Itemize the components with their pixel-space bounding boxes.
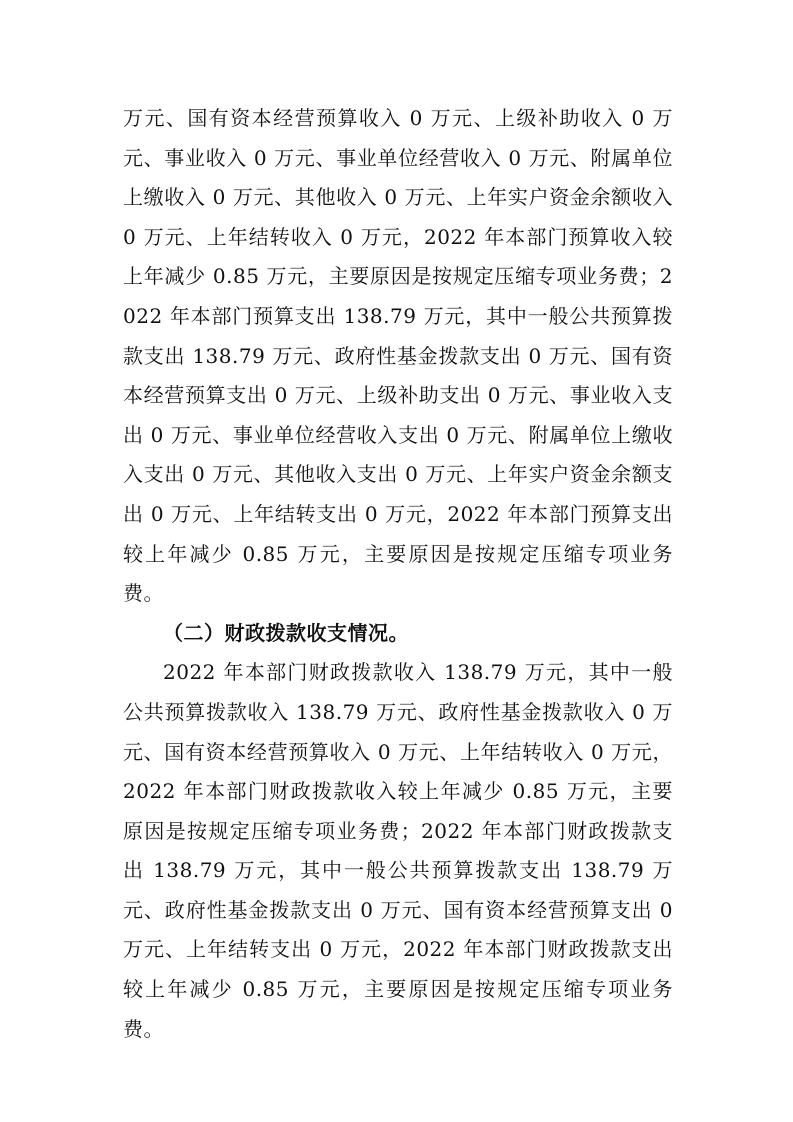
document-page bbox=[123, 99, 673, 1049]
fiscal-appropriation-paragraph: 2022 年本部门财政拨款收入 138.79 万元，其中一般公共预算拨款收入 138.79 万元、政府性基金拨款收入 0 万元、国有资本经营预算收入 0 万元、上年结转收入 0 万元，2022 年本部门财政拨款收入较上年减少 0.85 万元，主要原因是按规定压缩专项业务费；2022 年本部门财政拨款支出 138.79 万元，其中一般公共预算拨款支出 138.79 万元、政府性基金拨款支出 0 万元、国有资本经营预算支出 0 万元、上年结转支出 0 万元，2022 年本部门财政拨款支出较上年减少 0.85 万元，主要原因是按规定压缩专项业务费。 bbox=[123, 660, 673, 1041]
budget-summary-paragraph: 万元、国有资本经营预算收入 0 万元、上级补助收入 0 万元、事业收入 0 万元、事业单位经营收入 0 万元、附属单位上缴收入 0 万元、其他收入 0 万元、上年实户资金余额收入 0 万元、上年结转收入 0 万元，2022 年本部门预算收入较上年减少 0.85 万元，主要原因是按规定压缩专项业务费；2022 年本部门预算支出 138.79 万元，其中一般公共预算拨款支出 138.79 万元、政府性基金拨款支出 0 万元、国有资本经营预算支出 0 万元、上级补助支出 0 万元、事业收入支出 0 万元、事业单位经营收入支出 0 万元、附属单位上缴收入支出 0 万元、其他收入支出 0 万元、上年实户资金余额支出 0 万元、上年结转支出 0 万元，2022 年本部门预算支出较上年减少 0.85 万元，主要原因是按规定压缩专项业务费。 bbox=[123, 106, 673, 606]
section-heading-fiscal-appropriation: （二）财政拨款收支情况。 bbox=[163, 620, 409, 645]
